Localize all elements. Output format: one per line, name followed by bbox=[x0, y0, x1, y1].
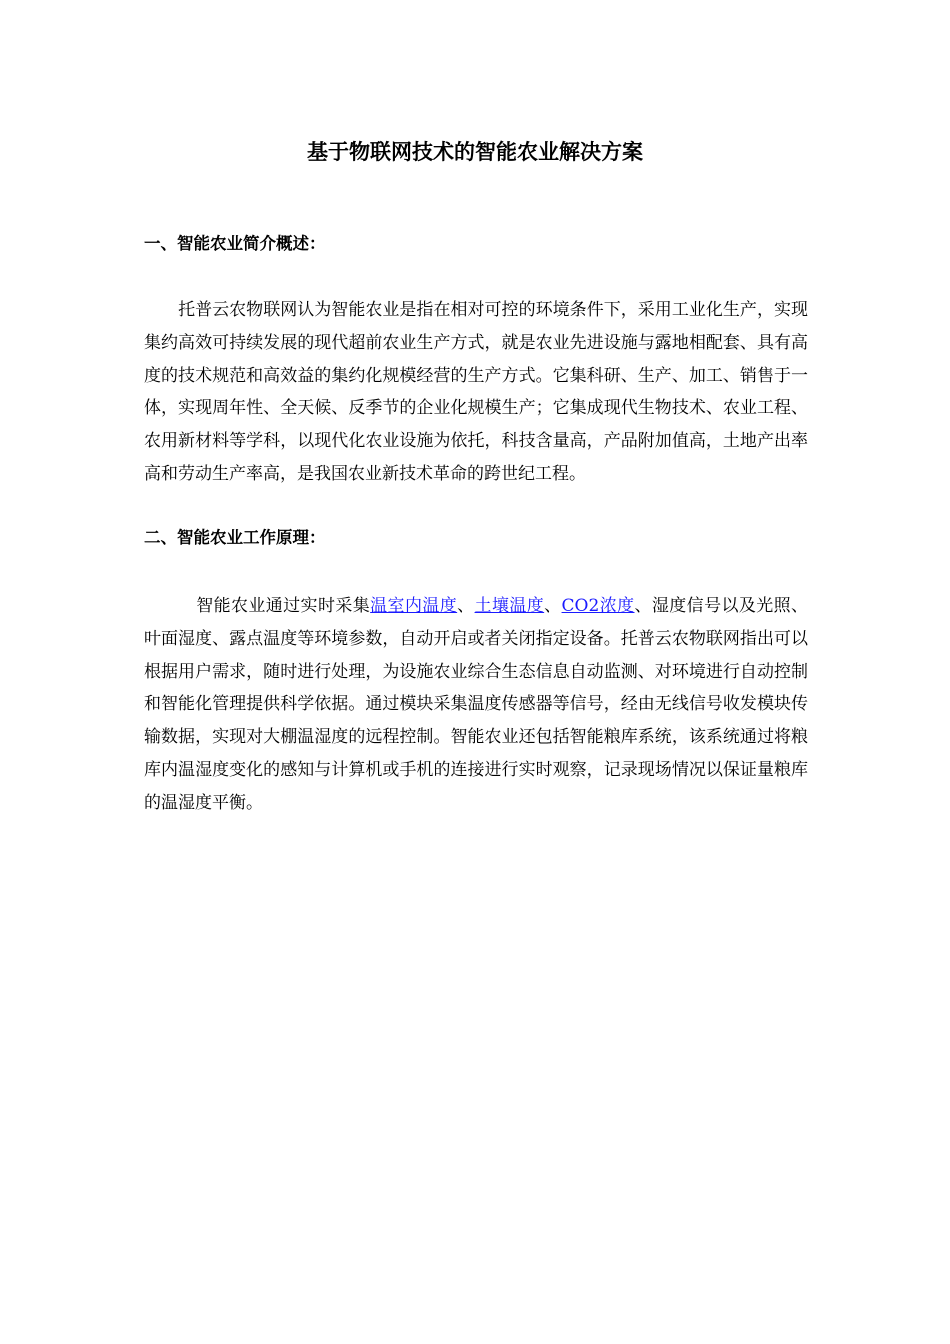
paragraph-overview bbox=[144, 294, 808, 491]
section-heading-overview: 一、智能农业简介概述： bbox=[144, 234, 326, 253]
indent bbox=[144, 300, 178, 320]
paragraph-principle bbox=[144, 590, 808, 820]
document-title: 基于物联网技术的智能农业解决方案 bbox=[307, 140, 643, 164]
paragraph-principle-intro: 智能农业通过实时采集 bbox=[196, 596, 371, 616]
paragraph-principle-rest: 、湿度信号以及光照、叶面湿度、露点温度等环境参数，自动开启或者关闭指定设备。托普云农物联网指出可以根据用户需求，随时进行处理，为设施农业综合生态信息自动监测、对环境进行自动控制和智能化管理提供科学依据。通过模块采集温度传感器等信号，经由无线信号收发模块传输数据，实现对大棚温湿度的远程控制。智能农业还包括智能粮库系统，该系统通过将粮库内温湿度变化的感知与计算机或手机的连接进行实时观察，记录现场情况以保证量粮库的温湿度平衡。 bbox=[144, 596, 809, 813]
link-co2-concentration[interactable]: CO2浓度 bbox=[561, 596, 635, 616]
paragraph-overview-text: 托普云农物联网认为智能农业是指在相对可控的环境条件下，采用工业化生产，实现集约高效可持续发展的现代超前农业生产方式，就是农业先进设施与露地相配套、具有高度的技术规范和高效益的集约化规模经营的生产方式。它集科研、生产、加工、销售于一体，实现周年性、全天候、反季节的企业化规模生产；它集成现代生物技术、农业工程、农用新材料等学科，以现代化农业设施为依托，科技含量高，产品附加值高，土地产出率高和劳动生产率高，是我国农业新技术革命的跨世纪工程。 bbox=[144, 300, 809, 484]
link-soil-temperature[interactable]: 土壤温度 bbox=[474, 596, 545, 616]
link-greenhouse-temperature[interactable]: 温室内温度 bbox=[370, 596, 458, 616]
separator: 、 bbox=[544, 596, 562, 616]
separator: 、 bbox=[457, 596, 475, 616]
indent bbox=[144, 596, 196, 616]
section-heading-principle: 二、智能农业工作原理： bbox=[144, 528, 326, 547]
